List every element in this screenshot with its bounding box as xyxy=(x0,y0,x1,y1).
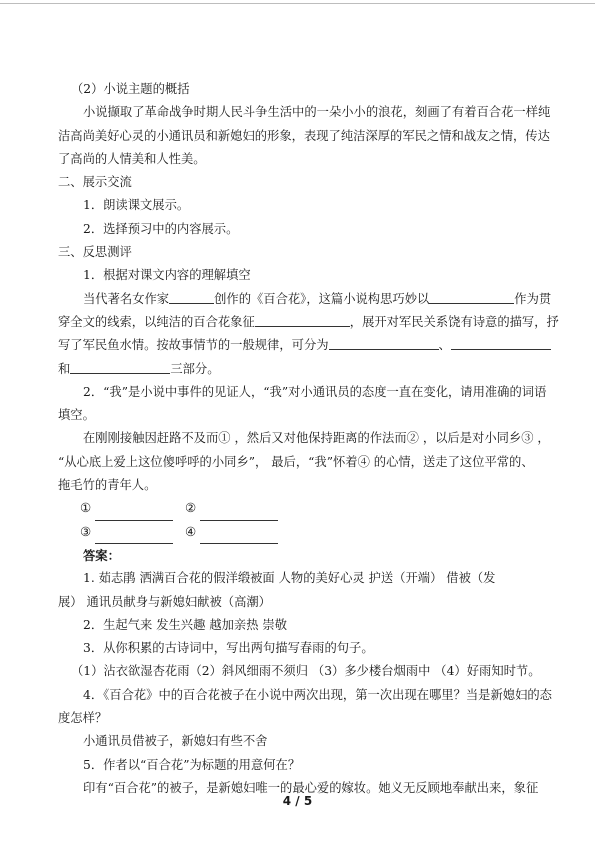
question-line: 2．“我”是小说中事件的见证人，“我”对小通讯员的态度一直在变化，请用准确的词语 xyxy=(83,384,547,399)
answer-line: 2．生起气来 发生兴趣 越加亲热 崇敬 xyxy=(83,617,288,632)
blank-line[interactable] xyxy=(70,360,170,374)
question-line: 填空。 xyxy=(58,408,95,423)
blank-line[interactable] xyxy=(255,313,350,327)
paragraph-line: 了高尚的人情美和人性美。 xyxy=(58,151,206,166)
blank-line[interactable] xyxy=(95,507,173,521)
answer-line: 度怎样？ xyxy=(58,711,108,726)
question-line: 当代著名女作家 创作的《百合花》，这篇小说构思巧妙以 作为贯 xyxy=(83,291,552,306)
question-line: 写了军民鱼水情。按故事情节的一般规律，可分为 、 xyxy=(58,334,542,357)
blank-marker: ④ xyxy=(185,524,197,539)
answer-line: （1）沾衣欲湿杏花雨（2）斜风细雨不须归 （3）多少楼台烟雨中 （4）好雨知时节。 xyxy=(71,664,541,679)
question-line: 穿全文的线索，以纯洁的百合花象征 ，展开对军民关系饶有诗意的描写，抒 xyxy=(58,314,559,329)
document-body xyxy=(58,78,559,800)
header-rule xyxy=(0,3,595,4)
paragraph-line: 洁高尚美好心灵的小通讯员和新媳妇的形象，表现了纯洁深厚的军民之情和战友之情，传达 xyxy=(58,128,550,143)
question-line: 在刚刚接触因赶路不及而① ，然后又对他保持距离的作法而② ，以后是对小同乡③ ， xyxy=(83,431,550,446)
section-heading: 三、反思测评 xyxy=(58,245,132,260)
answer-line: 小通讯员借被子，新媳妇有些不舍 xyxy=(83,734,268,749)
blank-line[interactable] xyxy=(95,530,173,544)
blank-marker: ① xyxy=(80,501,92,516)
answer-line: 4．《百合花》中的百合花被子在小说中两次出现，第一次出现在哪里？当是新媳妇的态 xyxy=(83,687,552,702)
answer-line: 展） 通讯员献身与新媳妇献被（高潮） xyxy=(58,594,271,609)
answer-blanks-row xyxy=(58,521,542,544)
question-line: 和 三部分。 xyxy=(58,361,220,376)
list-item: 1．朗读课文展示。 xyxy=(83,198,190,213)
blank-line[interactable] xyxy=(451,336,551,350)
blank-line[interactable] xyxy=(169,290,214,304)
page-number: 4 / 5 xyxy=(282,794,313,808)
list-item: 1．根据对课文内容的理解填空 xyxy=(83,268,251,283)
blank-line[interactable] xyxy=(200,530,278,544)
question-line: “从心底上爱上这位傻呼呼的小同乡”， 最后，“我”怀着④ 的心情，送走了这位平常的、 xyxy=(58,454,534,469)
section-heading: （2）小说主题的概括 xyxy=(71,82,190,96)
answer-line: 1. 茹志鹃 洒满百合花的假洋缎被面 人物的美好心灵 护送（开端） 借被（发 xyxy=(83,571,496,586)
section-heading: 二、展示交流 xyxy=(58,175,132,190)
answer-line: 5．作者以“百合花”为标题的用意何在？ xyxy=(83,757,301,772)
question-line: 拖毛竹的青年人。 xyxy=(58,478,157,493)
blank-marker: ③ xyxy=(80,524,92,539)
blank-line[interactable] xyxy=(429,290,514,304)
blank-line[interactable] xyxy=(200,507,278,521)
blank-marker: ② xyxy=(185,501,197,516)
blank-line[interactable] xyxy=(329,336,439,350)
list-item: 2．选择预习中的内容展示。 xyxy=(83,221,239,236)
paragraph-line: 小说撷取了革命战争时期人民斗争生活中的一朵小小的浪花，刻画了有着百合花一样纯 xyxy=(83,105,551,120)
answer-blanks-row xyxy=(58,497,542,520)
answer-heading: 答案： xyxy=(83,547,120,563)
answer-line: 印有“百合花”的被子，是新媳妇唯一的最心爱的嫁妆。她义无反顾地奉献出来，象征 xyxy=(83,780,539,795)
answer-line: 3．从你积累的古诗词中，写出两句描写春雨的句子。 xyxy=(83,641,374,656)
